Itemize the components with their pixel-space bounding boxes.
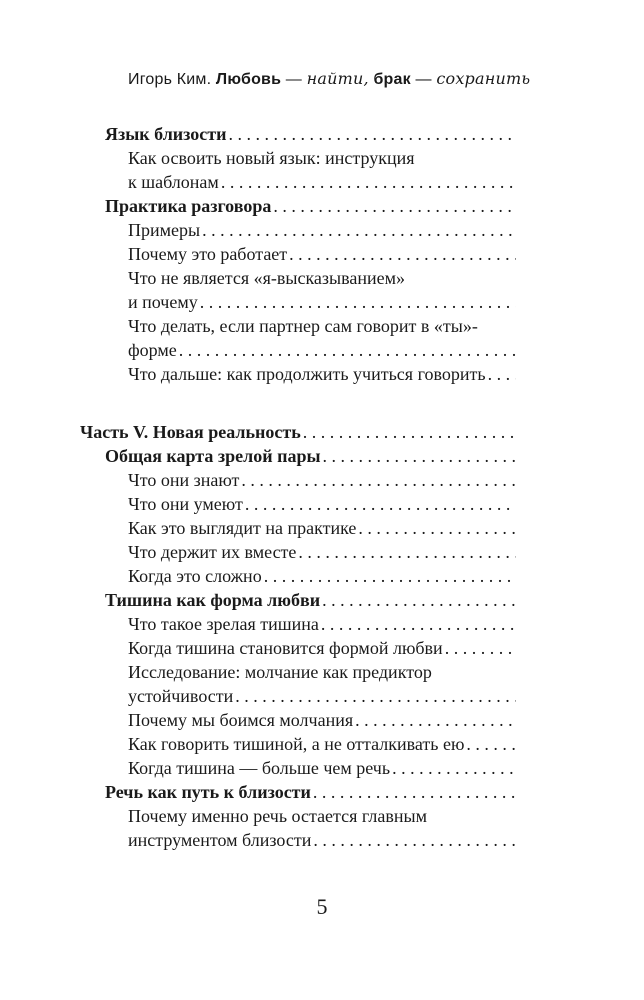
header-dash-2: —	[410, 71, 437, 88]
toc-entry-title: и почему	[128, 292, 198, 312]
dot-leader	[313, 780, 516, 804]
toc-entry	[128, 660, 432, 684]
toc-entry-title: Общая карта зрелой пары	[105, 446, 321, 466]
dot-leader	[321, 612, 516, 636]
toc-entry	[128, 516, 516, 540]
toc-entry-title: инструментом близости	[128, 830, 312, 850]
toc-entry-title: к шаблонам	[128, 172, 219, 192]
dot-leader	[264, 564, 516, 588]
toc-entry-title: Что не является «я-высказыванием»	[128, 268, 406, 288]
toc-entry	[128, 314, 478, 338]
toc-entry-title: Когда это сложно	[128, 566, 262, 586]
toc-entry-title: Как это выглядит на практике	[128, 518, 357, 538]
toc-entry	[105, 588, 516, 612]
toc-entry	[128, 684, 516, 708]
toc-entry	[128, 362, 516, 386]
toc-entry	[128, 468, 516, 492]
toc-entry-title: Исследование: молчание как предиктор	[128, 662, 432, 682]
toc-entry-title: Язык близости	[105, 124, 227, 144]
dot-leader	[488, 362, 516, 386]
dot-leader	[303, 420, 516, 444]
toc-entry-title: Что они умеют	[128, 494, 243, 514]
toc-entry-title: Когда тишина — больше чем речь	[128, 758, 391, 778]
toc-entry	[128, 146, 415, 170]
toc-entry-title: Практика разговора	[105, 196, 272, 216]
toc-entry	[128, 636, 516, 660]
toc-entry	[128, 564, 516, 588]
toc-entry-title: Часть V. Новая реальность	[80, 422, 301, 442]
toc-entry	[128, 242, 516, 266]
toc-entry	[128, 540, 516, 564]
toc-entry	[128, 612, 516, 636]
toc-entry-title: Что они знают	[128, 470, 240, 490]
dot-leader	[358, 516, 516, 540]
dot-leader	[466, 732, 516, 756]
toc-entry	[128, 732, 516, 756]
running-header	[128, 69, 531, 89]
toc-entry-title: устойчивости	[128, 686, 234, 706]
toc-entry-title: Как освоить новый язык: инструкция	[128, 148, 415, 168]
toc-entry	[128, 290, 516, 314]
dot-leader	[322, 588, 516, 612]
dot-leader	[313, 828, 516, 852]
toc-entry-title: Как говорить тишиной, а не отталкивать ею	[128, 734, 465, 754]
toc-entry-title: Что дальше: как продолжить учиться говорить	[128, 364, 486, 384]
header-title-part2: брак	[373, 71, 411, 88]
dot-leader	[202, 218, 516, 242]
toc-entry	[105, 780, 516, 804]
header-author: Игорь Ким.	[128, 71, 212, 88]
dot-leader	[200, 290, 516, 314]
dot-leader	[229, 122, 516, 146]
page-number: 5	[316, 894, 328, 919]
header-handwritten-1: найти,	[306, 69, 369, 88]
dot-leader	[392, 756, 516, 780]
dot-leader	[179, 338, 516, 362]
dot-leader	[323, 444, 516, 468]
dot-leader	[298, 540, 516, 564]
toc-entry	[128, 804, 427, 828]
header-handwritten-2: сохранить	[436, 69, 531, 88]
dot-leader	[445, 636, 516, 660]
dot-leader	[241, 468, 516, 492]
toc-entry	[128, 170, 516, 194]
dot-leader	[355, 708, 516, 732]
toc-entry-title: Что держит их вместе	[128, 542, 297, 562]
toc-entry	[105, 122, 516, 146]
toc-entry	[80, 420, 516, 444]
toc-entry	[128, 266, 405, 290]
toc-entry	[128, 338, 516, 362]
toc-entry-title: Что делать, если партнер сам говорит в «ты»-	[128, 316, 478, 336]
toc-entry-title: Почему именно речь остается главным	[128, 806, 427, 826]
dot-leader	[245, 492, 516, 516]
toc-entry-title: форме	[128, 340, 177, 360]
header-dash-1: —	[281, 71, 307, 88]
toc-entry-title: Почему мы боимся молчания	[128, 710, 354, 730]
toc-entry-title: Речь как путь к близости	[105, 782, 311, 802]
toc-entry	[128, 492, 516, 516]
dot-leader	[235, 684, 516, 708]
toc-entry	[128, 756, 516, 780]
toc-entry-title: Когда тишина становится формой любви	[128, 638, 443, 658]
toc-entry-title: Примеры	[128, 220, 201, 240]
toc-entry-title: Тишина как форма любви	[105, 590, 321, 610]
toc-entry	[128, 708, 516, 732]
dot-leader	[289, 242, 516, 266]
dot-leader	[273, 194, 516, 218]
toc-entry	[105, 194, 516, 218]
toc-entry-title: Почему это работает	[128, 244, 288, 264]
toc-entry	[105, 444, 516, 468]
toc-entry-title: Что такое зрелая тишина	[128, 614, 319, 634]
toc-entry	[128, 218, 516, 242]
header-title-part1: Любовь	[215, 71, 282, 88]
toc-entry	[128, 828, 516, 852]
dot-leader	[221, 170, 516, 194]
